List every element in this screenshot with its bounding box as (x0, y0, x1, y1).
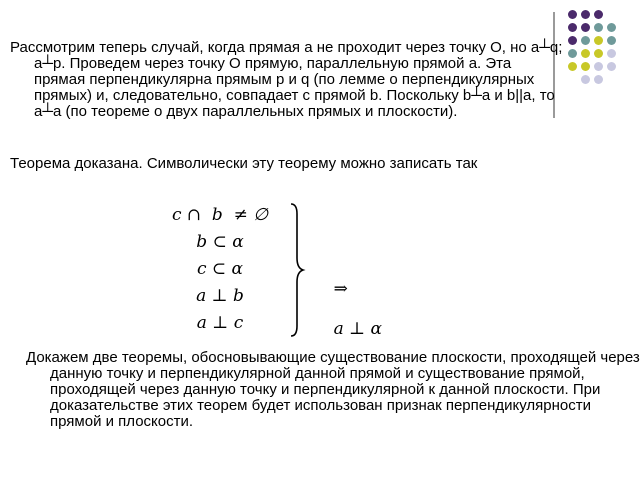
decorative-dot (594, 23, 603, 32)
decorative-dot (568, 62, 577, 71)
decorative-dot (607, 49, 616, 58)
decorative-dot (594, 36, 603, 45)
decorative-dot (568, 10, 577, 19)
decorative-dot (607, 62, 616, 71)
decorative-dot (581, 62, 590, 71)
paragraph-case-proof: Рассмотрим теперь случай, когда прямая a не проходит через точку O, но a┴q; a┴p. Проведем через точку O прямую, параллельную прямой a. Эта прямая перпендикулярна прямым p и q (по лемме о перпендикулярных прямых) и, следовательно, совпадает с прямой b. Поскольку b┴a и b||a, то a┴a (по теореме о двух параллельных прямых и плоскости). (10, 39, 563, 120)
conclusion-statement: a ⊥ α (333, 319, 383, 339)
implies-arrow: ⇒ (333, 279, 348, 299)
decorative-dot (581, 23, 590, 32)
condition-5: a ⊥ c (196, 313, 244, 333)
decorative-dot (594, 62, 603, 71)
decorative-dot (568, 23, 577, 32)
condition-4: a ⊥ b (196, 286, 244, 306)
decorative-dot (581, 10, 590, 19)
decorative-dot (568, 36, 577, 45)
decorative-dot (568, 49, 577, 58)
condition-3: c ⊂ α (196, 259, 244, 279)
conclusion (312, 259, 422, 359)
decorative-dot-grid (568, 10, 640, 110)
decorative-dot (594, 10, 603, 19)
paragraph-two-theorems: Докажем две теоремы, обосновывающие существование плоскости, проходящей через данную точку и перпендикулярной данной прямой и существование прямой, проходящей через данную точку и перпендикулярной к данной плоскости. При доказательстве этих теорем будет использован признак перпендикулярности прямой и плоскости. (26, 349, 640, 430)
condition-1: c ∩ b ≠ ∅ (171, 205, 269, 225)
decorative-dot (594, 49, 603, 58)
decorative-dot (581, 75, 590, 84)
decorative-dot (581, 36, 590, 45)
decorative-dot (594, 75, 603, 84)
paragraph-theorem-proved: Теорема доказана. Символически эту теорему можно записать так (10, 155, 478, 172)
right-brace (288, 202, 306, 338)
decorative-dot (607, 36, 616, 45)
condition-2: b ⊂ α (196, 232, 244, 252)
decorative-dot (607, 23, 616, 32)
decorative-dot (581, 49, 590, 58)
